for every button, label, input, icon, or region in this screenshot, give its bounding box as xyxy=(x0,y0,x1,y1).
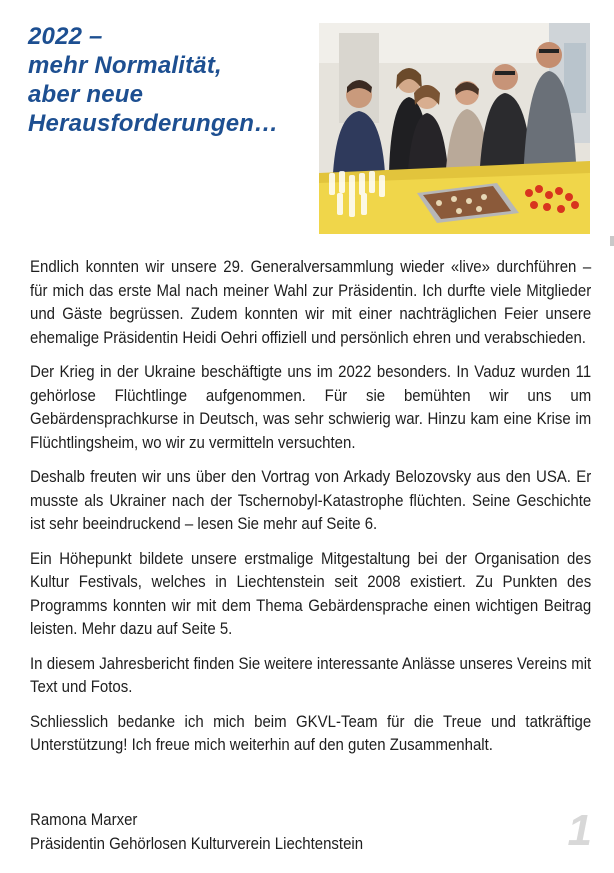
paragraph: In diesem Jahresbericht finden Sie weitere interessante Anlässe unseres Vereins mit Text und Fotos. xyxy=(30,654,592,696)
page-headline xyxy=(28,22,313,138)
paragraph: Schliesslich bedanke ich mich beim GKVL-Team für die Treue und tatkräftige Unterstützung! Ich freue mich weiterhin auf den guten Zusammenhalt. xyxy=(30,712,592,754)
page-edge-mark xyxy=(610,236,614,246)
headline-line-3: aber neue xyxy=(28,81,144,108)
paragraph: Endlich konnten wir unsere 29. Generalversammlung wieder «live» durchführen – für mich das erste Mal nach meiner Wahl zur Präsidentin. Ich durfte viele Mitglieder und Gäste begrüssen. Zudem konnten wir mit einer nachträglichen Feier unsere ehemalige Präsidentin Heidi Oehri offiziell und persönlich ehren und verabschieden. xyxy=(30,258,592,347)
headline-line-1: 2022 – xyxy=(28,23,103,50)
paragraph: Deshalb freuten wir uns über den Vortrag von Arkady Belozovsky aus den USA. Er musste als Ukrainer nach der Tschernobyl-Katastrophe flüchten. Seine Geschichte ist sehr beeindruckend – lesen Sie mehr auf Seite 6. xyxy=(30,468,592,533)
signature-name: Ramona Marxer xyxy=(30,811,138,829)
paragraph: Ein Höhepunkt bildete unsere erstmalige Mitgestaltung bei der Organisation des Kultur Festivals, welches in Liechtenstein seit 2008 existiert. Zu Punkten des Programms konnten wir mit dem Thema Gebärdensprache einen wichtigen Beitrag leisten. Mehr dazu auf Seite 5. xyxy=(30,549,592,638)
headline-line-4: Herausforderungen… xyxy=(28,110,279,137)
letter-body xyxy=(30,256,591,769)
group-photo xyxy=(319,23,590,234)
paragraph: Der Krieg in der Ukraine beschäftigte uns im 2022 besonders. In Vaduz wurden 11 gehörlose Flüchtlinge aufgenommen. Für sie bemühten wir uns um Gebärdensprachkurse in Deutsch, was sehr schwierig war. Hinzu kam eine Krise im Flüchtlingsheim, wo wir zu vermitteln versuchten. xyxy=(30,363,592,452)
signature-block xyxy=(30,809,363,856)
headline-line-2: mehr Normalität, xyxy=(28,52,222,79)
page-number: 1 xyxy=(567,806,592,855)
signature-title: Präsidentin Gehörlosen Kulturverein Liechtenstein xyxy=(30,834,364,853)
